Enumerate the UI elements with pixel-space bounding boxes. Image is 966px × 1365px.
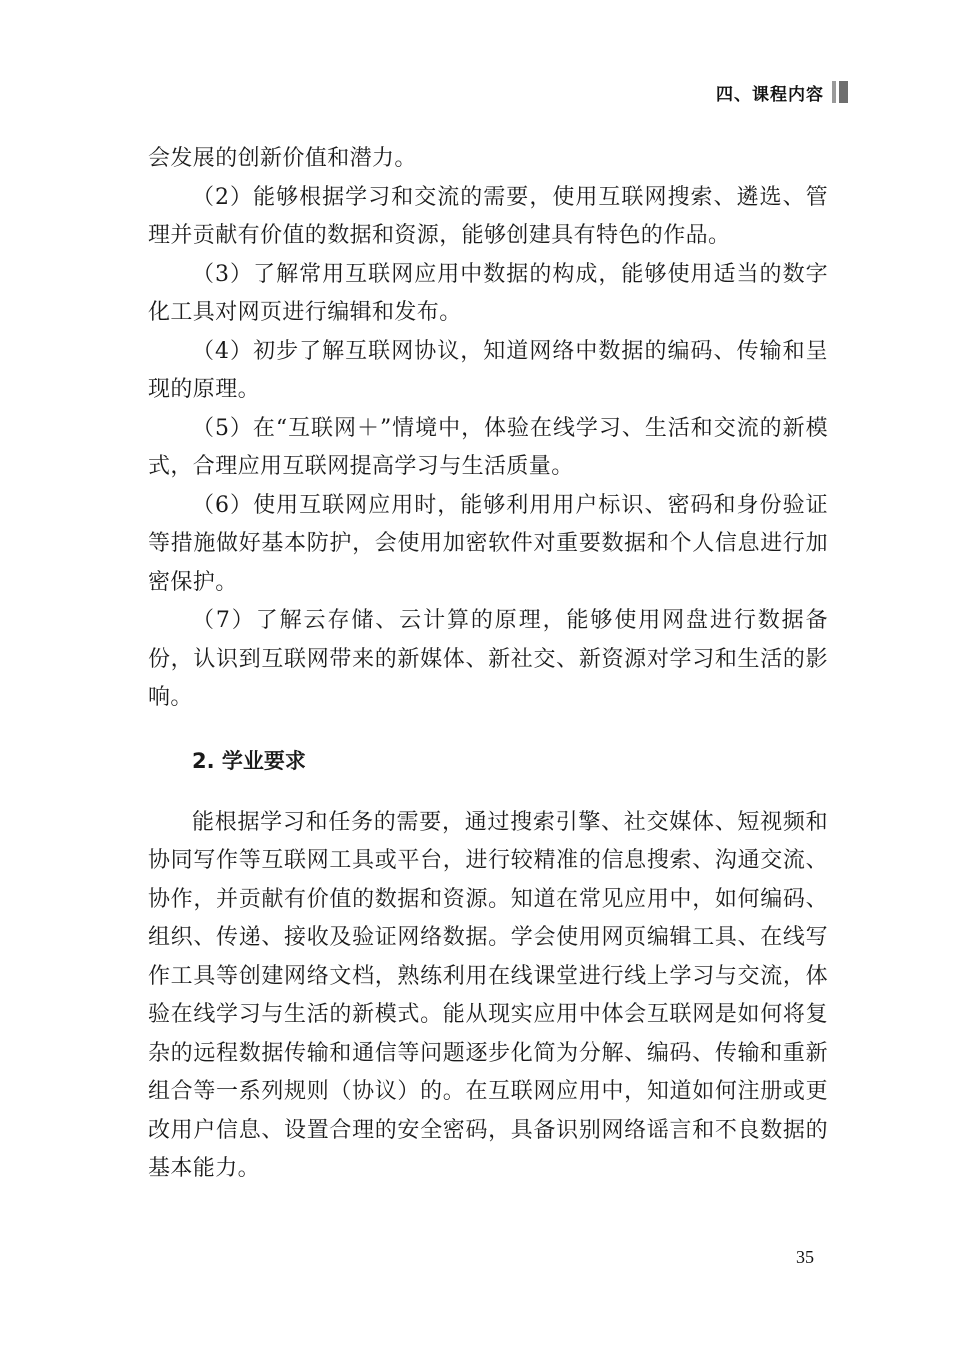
chapter-title: 四、课程内容 bbox=[716, 84, 824, 105]
section-body: 能根据学习和任务的需要，通过搜索引擎、社交媒体、短视频和协同写作等互联网工具或平台，进行较精准的信息搜索、沟通交流、协作，并贡献有价值的数据和资源。知道在常见应用中，如何编码、组织、传递、接收及验证网络数据。学会使用网页编辑工具、在线写作工具等创建网络文档，熟练利用在线课堂进行线上学习与交流，体验在线学习与生活的新模式。能从现实应用中体会互联网是如何将复杂的远程数据传输和通信等问题逐步化简为分解、编码、传输和重新组合等一系列规则（协议）的。在互联网应用中，知道如何注册或更改用户信息、设置合理的安全密码，具备识别网络谣言和不良数据的基本能力。 bbox=[148, 809, 828, 1181]
list-item: （2）能够根据学习和交流的需要，使用互联网搜索、遴选、管理并贡献有价值的数据和资源，能够创建具有特色的作品。 bbox=[148, 184, 828, 248]
list-item: （6）使用互联网应用时，能够利用用户标识、密码和身份验证等措施做好基本防护，会使用加密软件对重要数据和个人信息进行加密保护。 bbox=[148, 492, 828, 595]
list-item: （3）了解常用互联网应用中数据的构成，能够使用适当的数字化工具对网页进行编辑和发布。 bbox=[148, 261, 828, 325]
continuation-text: 会发展的创新价值和潜力。 bbox=[148, 146, 417, 171]
list-item: （4）初步了解互联网协议，知道网络中数据的编码、传输和呈现的原理。 bbox=[148, 338, 828, 402]
page-body bbox=[148, 140, 828, 1189]
header-bar-icon bbox=[832, 81, 848, 103]
page-number: 35 bbox=[796, 1247, 814, 1267]
list-item: （7）了解云存储、云计算的原理，能够使用网盘进行数据备份，认识到互联网带来的新媒体、新社交、新资源对学习和生活的影响。 bbox=[148, 608, 828, 710]
list-item: （5）在“互联网＋”情境中，体验在线学习、生活和交流的新模式，合理应用互联网提高学习与生活质量。 bbox=[148, 415, 828, 479]
running-header bbox=[716, 80, 848, 104]
section-heading: 2. 学业要求 bbox=[192, 748, 306, 773]
